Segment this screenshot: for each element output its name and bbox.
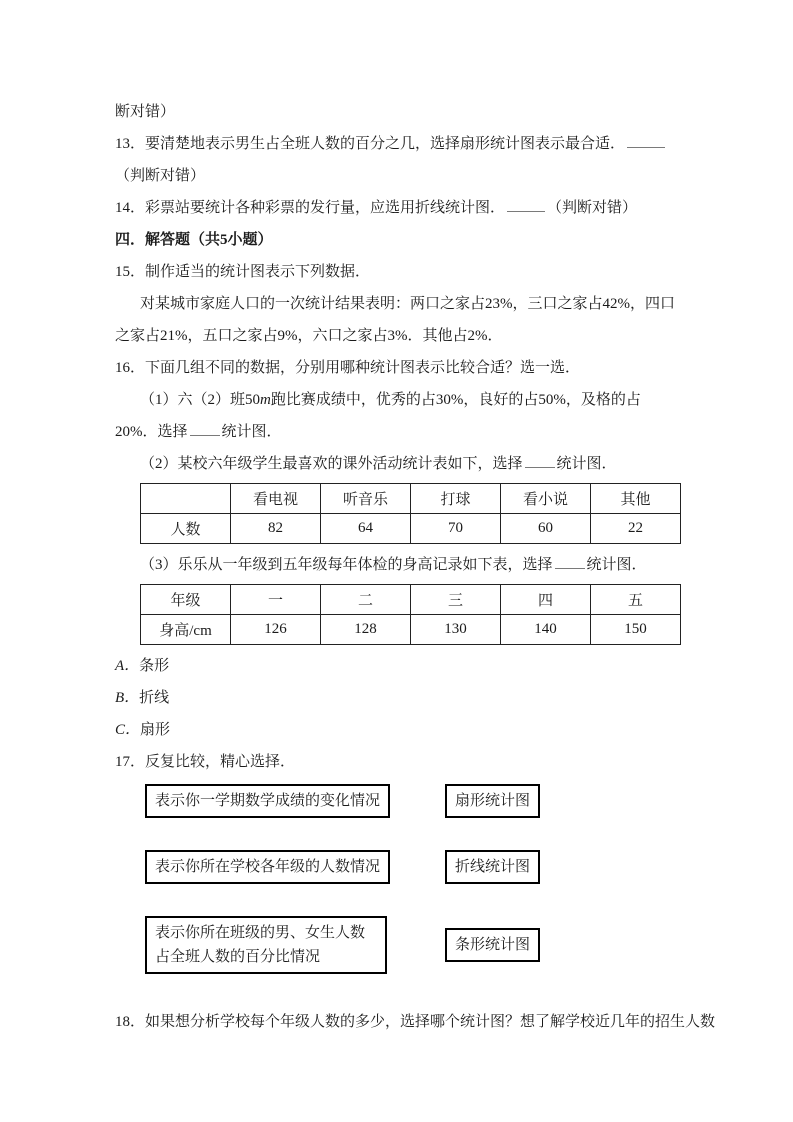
- item-1-text: （1）六（2）班50: [140, 392, 261, 408]
- table-cell: 听音乐: [321, 484, 411, 514]
- item-2-suffix: 统计图．: [556, 456, 617, 472]
- table-cell: 82: [231, 514, 321, 544]
- answer-blank: [190, 434, 220, 436]
- table-cell: 年级: [141, 585, 231, 615]
- question-16-item-3: [115, 549, 683, 581]
- question-14-suffix: （判断对错）: [547, 200, 638, 216]
- match-row: [145, 850, 683, 884]
- table-cell: 看电视: [231, 484, 321, 514]
- match-description-box: 表示你一学期数学成绩的变化情况: [145, 784, 390, 818]
- table-cell: 人数: [141, 514, 231, 544]
- item-1-suffix: 统计图．: [221, 424, 282, 440]
- table-cell: 70: [411, 514, 501, 544]
- table-cell: [141, 484, 231, 514]
- table-cell: 126: [231, 615, 321, 645]
- match-description-box: 表示你所在学校各年级的人数情况: [145, 850, 390, 884]
- table-cell: 二: [321, 585, 411, 615]
- table-header-row: [141, 585, 681, 615]
- table-row: [141, 615, 681, 645]
- match-chart-box: 条形统计图: [445, 928, 540, 962]
- table-cell: 60: [501, 514, 591, 544]
- table-cell: 看小说: [501, 484, 591, 514]
- match-chart-box: 扇形统计图: [445, 784, 540, 818]
- table-cell: 22: [591, 514, 681, 544]
- question-18: 18．如果想分析学校每个年级人数的多少，选择哪个统计图？想了解学校近几年的招生人数: [115, 1014, 716, 1030]
- question-13: [115, 128, 683, 192]
- question-17: 17．反复比较，精心选择．: [115, 754, 296, 770]
- question-14: [115, 192, 683, 224]
- match-row: [145, 784, 683, 818]
- item-2-text: （2）某校六年级学生最喜欢的课外活动统计表如下，选择: [140, 456, 523, 472]
- question-13-suffix: （判断对错）: [115, 168, 206, 184]
- option-a: A．条形: [115, 658, 170, 674]
- question-16: 16．下面几组不同的数据，分别用哪种统计图表示比较合适？选一选．: [115, 360, 581, 376]
- item-3-suffix: 统计图．: [586, 557, 647, 573]
- answer-blank: [525, 466, 555, 468]
- variable-m: m: [260, 392, 271, 408]
- question-12-continuation: 断对错）: [115, 104, 176, 120]
- table-cell: 150: [591, 615, 681, 645]
- table-cell: 64: [321, 514, 411, 544]
- answer-blank: [555, 567, 585, 569]
- activities-table: [140, 483, 681, 544]
- option-b: B．折线: [115, 690, 170, 706]
- section-4-heading: 四．解答题（共5小题）: [115, 232, 273, 248]
- table-cell: 140: [501, 615, 591, 645]
- table-cell: 三: [411, 585, 501, 615]
- table-header-row: [141, 484, 681, 514]
- option-c: C．扇形: [115, 722, 171, 738]
- match-chart-box: 折线统计图: [445, 850, 540, 884]
- match-description-box: 表示你所在班级的男、女生人数占全班人数的百分比情况: [145, 916, 387, 974]
- answer-blank: [507, 210, 545, 212]
- table-cell: 128: [321, 615, 411, 645]
- match-row: [145, 916, 683, 974]
- question-13-text: 13．要清楚地表示男生占全班人数的百分之几，选择扇形统计图表示最合适．: [115, 136, 626, 152]
- question-15-body: 对某城市家庭人口的一次统计结果表明：两口之家占23%，三口之家占42%，四口之家占21%，五口之家占9%，六口之家占3%．其他占2%．: [115, 296, 675, 344]
- table-cell: 一: [231, 585, 321, 615]
- question-14-text: 14．彩票站要统计各种彩票的发行量，应选用折线统计图．: [115, 200, 506, 216]
- matching-exercise: [115, 784, 683, 974]
- table-cell: 五: [591, 585, 681, 615]
- table-cell: 身高/cm: [141, 615, 231, 645]
- item-3-text: （3）乐乐从一年级到五年级每年体检的身高记录如下表，选择: [140, 557, 553, 573]
- table-cell: 四: [501, 585, 591, 615]
- question-16-item-2: [115, 448, 683, 480]
- question-15: 15．制作适当的统计图表示下列数据．: [115, 264, 371, 280]
- answer-blank: [627, 146, 665, 148]
- question-16-item-1: [115, 384, 683, 448]
- height-table: [140, 584, 681, 645]
- table-cell: 其他: [591, 484, 681, 514]
- table-row: [141, 514, 681, 544]
- table-cell: 130: [411, 615, 501, 645]
- item-1-text-mid: 跑比赛成绩中，优秀的占30%，良好的占50%，及格的占20%．选择: [115, 392, 641, 440]
- table-cell: 打球: [411, 484, 501, 514]
